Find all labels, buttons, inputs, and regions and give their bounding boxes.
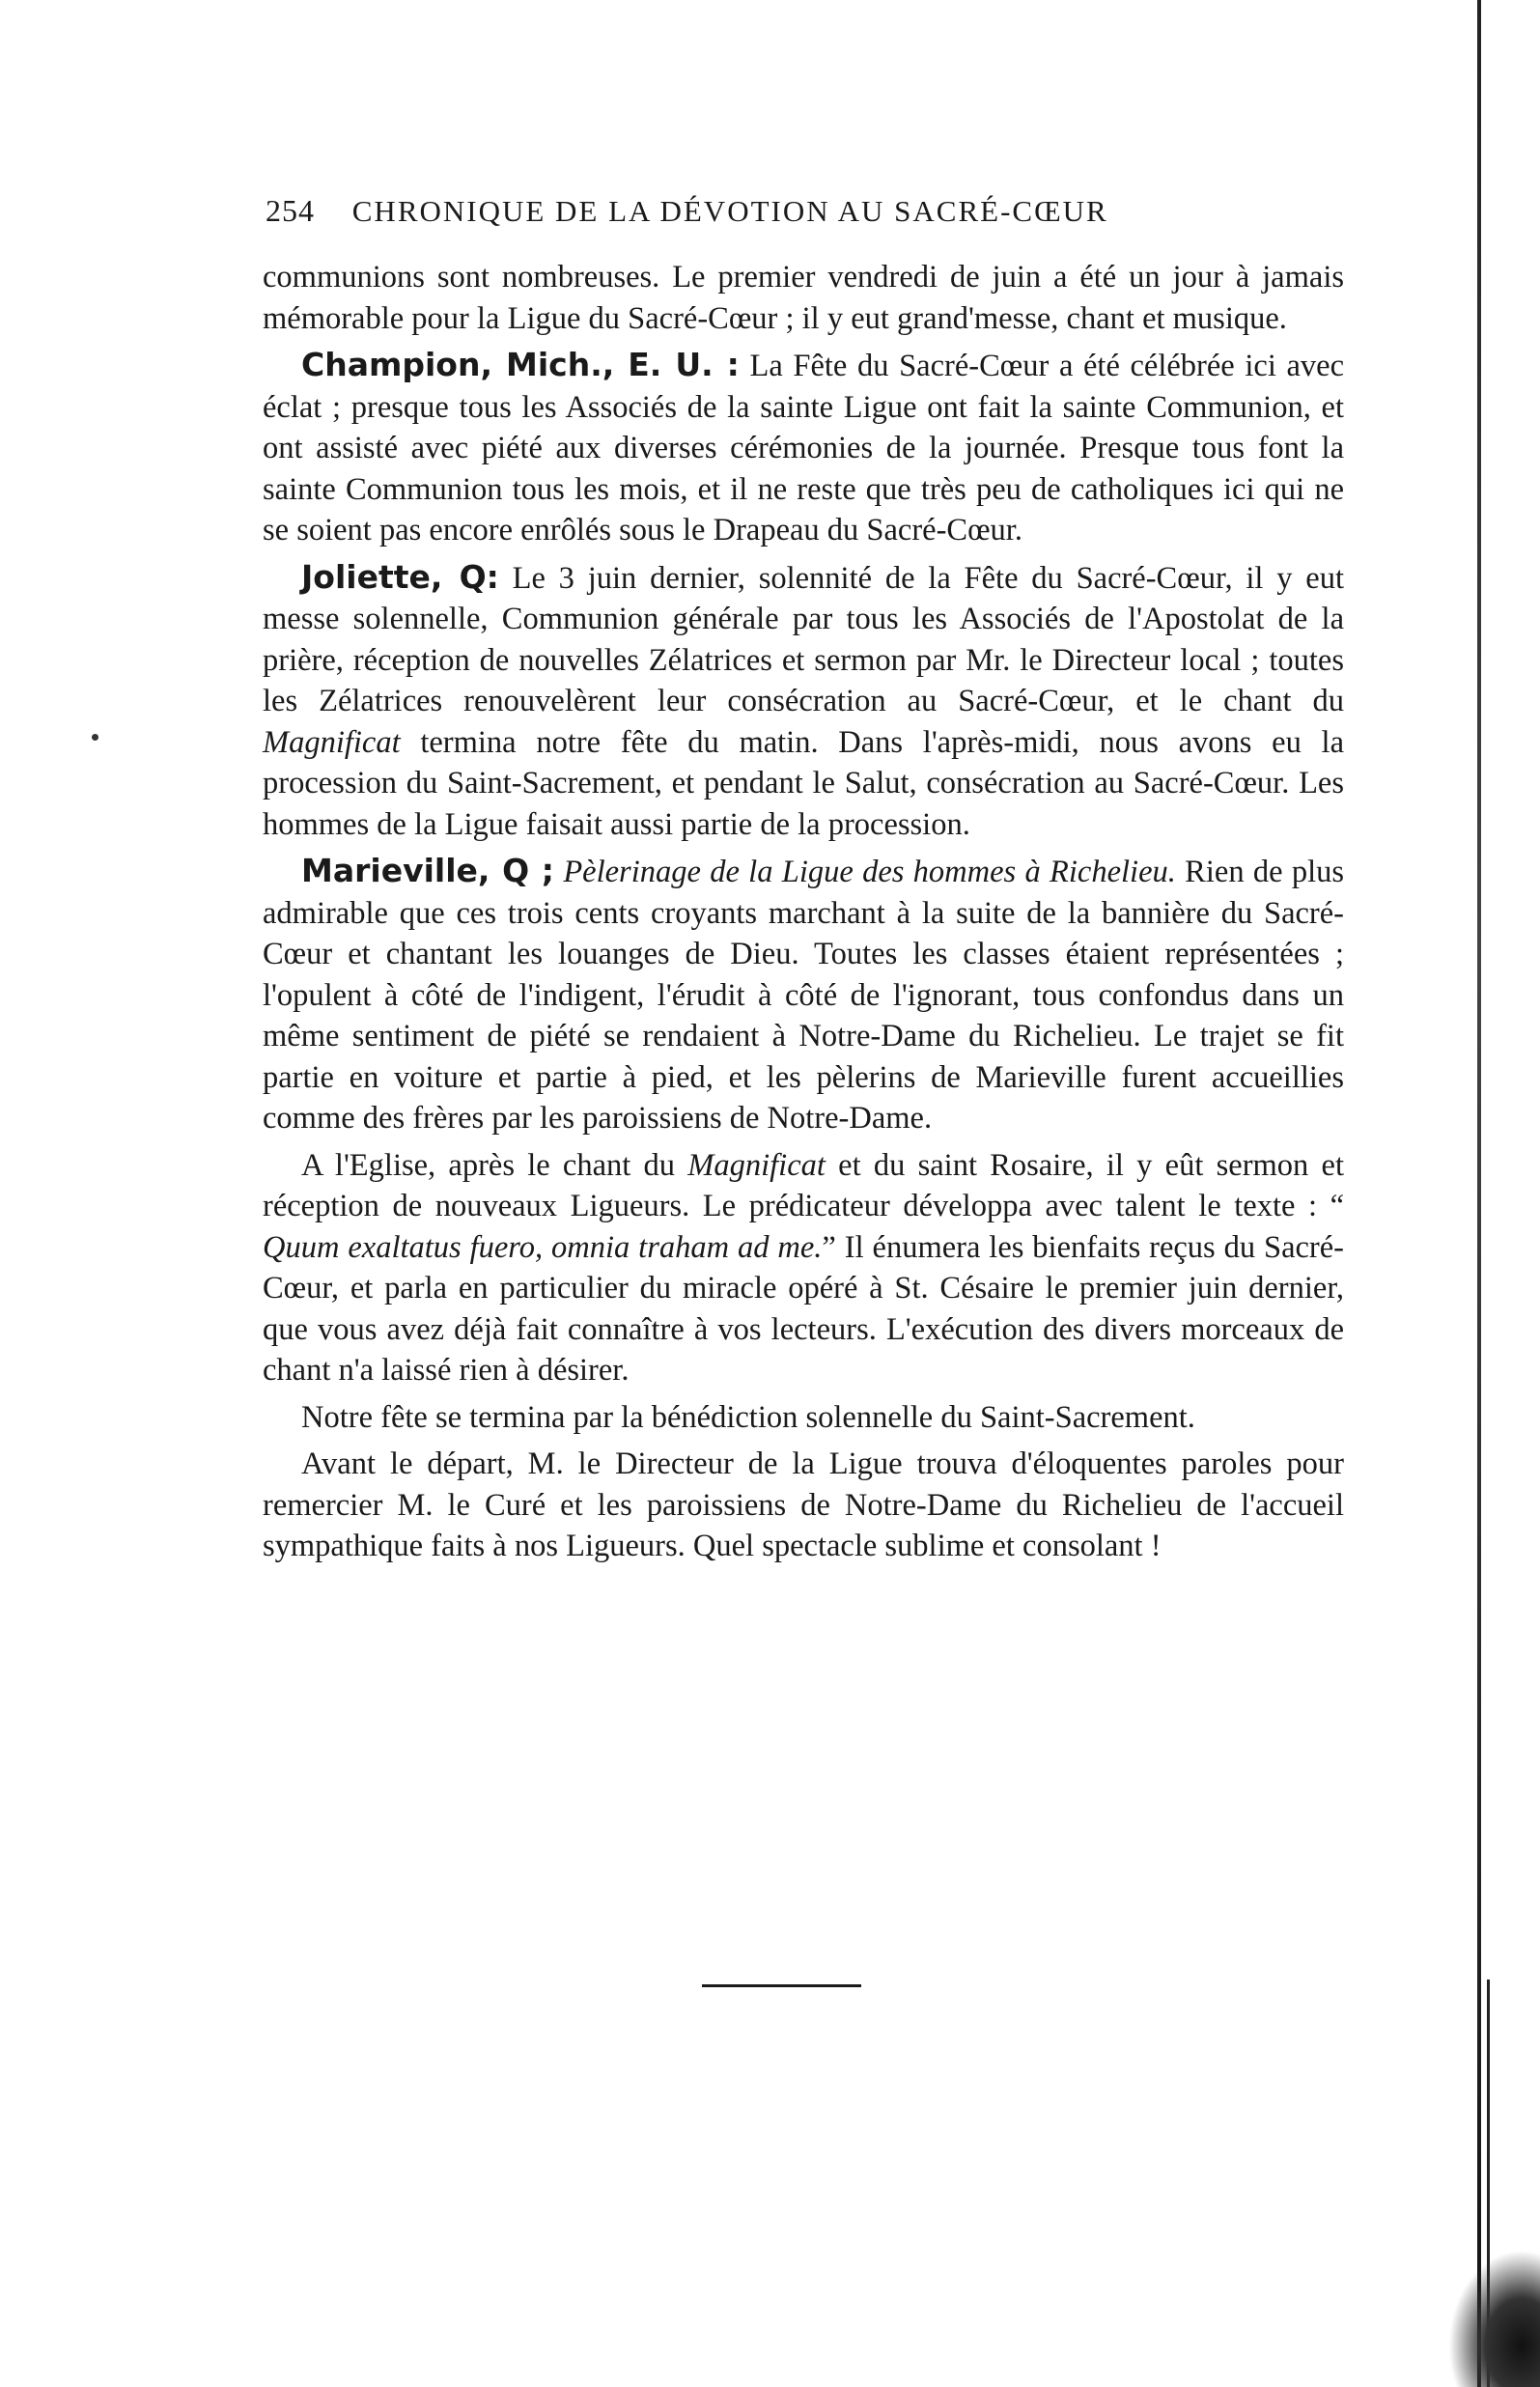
paragraph-text: Le 3 juin dernier, solennité de la Fête du Sacré-Cœur, il y eut messe solennelle, Communion générale par tous les Associés de l'Apostolat de la prière, réception de nouvelles Zélatrices et sermon par Mr. le Directeur local ; toutes les Zélatrices renouvelèrent leur consécration au Sacré-Cœur, et le chant du	[263, 560, 1344, 718]
paragraph-text: ” Il énumera les bienfaits reçus du Sacré-Cœur, et parla en particulier du miracle opéré à St. Césaire le premier juin dernier, que vous avez déjà fait connaître à vos lecteurs. L'exécution des divers morceaux de chant n'a laissé rien à désirer.	[263, 1229, 1345, 1388]
paragraph-eglise	[263, 1145, 1344, 1391]
paragraph-text: Avant le départ, M. le Directeur de la Ligue trouva d'éloquentes paroles pour remercier M. le Curé et les paroissiens de Notre-Dame du Richelieu de l'accueil sympathique faits à nos Ligueurs. Quel spectacle sublime et consolant !	[263, 1446, 1344, 1563]
running-title: CHRONIQUE DE LA DÉVOTION AU SACRÉ-CŒUR	[351, 194, 1108, 228]
page-header	[266, 193, 1347, 229]
italic-text: Magnificat	[687, 1147, 826, 1183]
italic-text: Quum exaltatus fuero, omnia traham ad me.	[263, 1229, 823, 1265]
place-heading: Champion, Mich., E. U. :	[301, 346, 740, 383]
paragraph-text: La Fête du Sacré-Cœur a été célébrée ici avec éclat ; presque tous les Associés de la sainte Ligue ont fait la sainte Communion, et ont assisté avec piété aux diverses cérémonies de la journée. Presque tous font la sainte Communion tous les mois, et il ne reste que très peu de catholiques ici qui ne se soient pas encore enrôlés sous le Drapeau du Sacré-Cœur.	[263, 349, 1344, 548]
paragraph-text: communions sont nombreuses. Le premier vendredi de juin a été un jour à jamais mémorable pour la Ligue du Sacré-Cœur ; il y eut grand'messe, chant et musique.	[263, 260, 1344, 336]
paragraph-text: Rien de plus admirable que ces trois cents croyants marchant à la suite de la bannière du Sacré-Cœur et chantant les louanges de Dieu. Toutes les classes étaient représentées ; l'opulent à côté de l'indigent, l'érudit à côté de l'ignorant, tous confondus dans un même sentiment de piété se rendaient à Notre-Dame du Richelieu. Le trajet se fit partie en voiture et partie à pied, et les pèlerins de Marieville furent accueillies comme des frères par les paroissiens de Notre-Dame.	[263, 855, 1345, 1136]
paragraph-fete	[263, 1397, 1344, 1439]
margin-speck	[92, 734, 98, 741]
paragraph-champion	[263, 345, 1344, 551]
place-heading: Marieville, Q ;	[301, 852, 555, 889]
paragraph-text: et du saint Rosaire, il y eût sermon et réception de nouveaux Ligueurs. Le prédicateur développa avec talent le texte : “	[263, 1147, 1344, 1223]
binding-shadow	[1477, 0, 1481, 2387]
paragraph-text: termina notre fête du matin. Dans l'après-midi, nous avons eu la procession du Saint-Sacrement, et pendant le Salut, consécration au Sacré-Cœur. Les hommes de la Ligue faisait aussi partie de la procession.	[263, 724, 1344, 842]
paragraph-text: A l'Eglise, après le chant du	[301, 1147, 688, 1183]
paragraph-text: Notre fête se termina par la bénédiction solennelle du Saint-Sacrement.	[301, 1399, 1195, 1435]
italic-text: Magnificat	[263, 724, 401, 760]
section-divider	[702, 1984, 861, 1987]
paragraph-joliette	[263, 557, 1344, 846]
paragraph-marieville	[263, 851, 1344, 1139]
page-corner-shadow	[1448, 2250, 1540, 2387]
paragraph-depart	[263, 1444, 1344, 1567]
italic-text: Pèlerinage de la Ligue des hommes à Richelieu.	[563, 855, 1176, 889]
page-number: 254	[266, 193, 315, 228]
body-text	[263, 257, 1344, 1567]
paragraph-continuation	[263, 257, 1344, 339]
place-heading: Joliette, Q:	[301, 557, 499, 596]
